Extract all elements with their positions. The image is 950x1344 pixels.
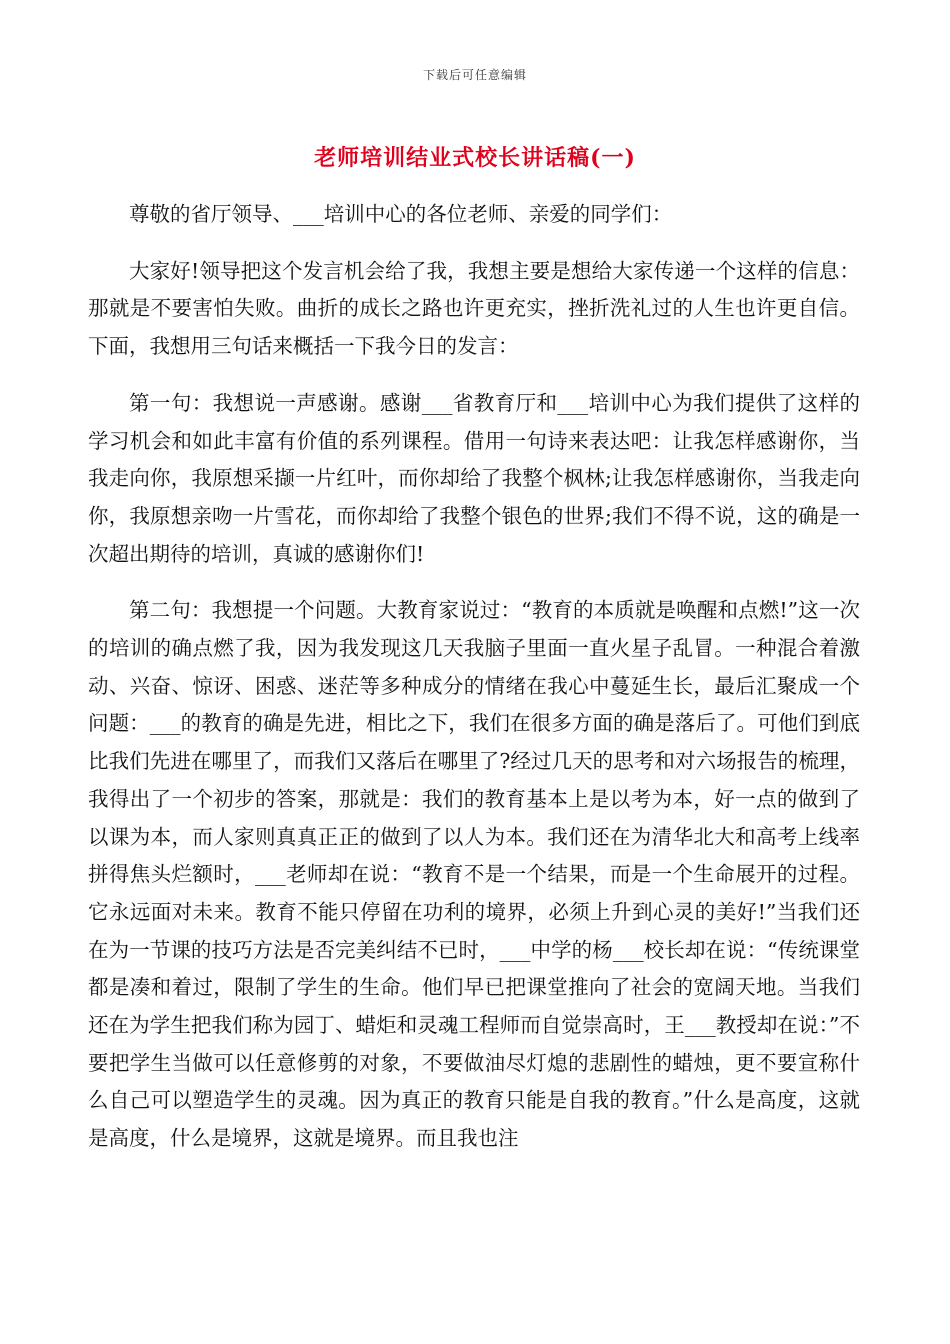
document-title: 老师培训结业式校长讲话稿(一) <box>314 145 636 171</box>
header-note: 下载后可任意编辑 <box>422 68 527 82</box>
body-paragraph: 第二句：我想提一个问题。大教育家说过：“教育的本质就是唤醒和点燃!”这一次的培训的确点燃了我，因为我发现这几天我脑子里面一直火星子乱冒。一种混合着激动、兴奋、惊讶、困惑、迷茫等多种成分的情绪在我心中蔓延生长，最后汇聚成一个问题：___的教育的确是先进，相比之下，我们在很多方面的确是落后了。可他们到底比我们先进在哪里了，而我们又落后在哪里了?经过几天的思考和对六场报告的梳理，我得出了一个初步的答案，那就是：我们的教育基本上是以考为本，好一点的做到了以课为本，而人家则真真正正的做到了以人为本。我们还在为清华北大和高考上线率拼得焦头烂额时，___老师却在说：“教育不是一个结果，而是一个生命展开的过程。它永远面对未来。教育不能只停留在功利的境界，必须上升到心灵的美好!”当我们还在为一节课的技巧方法是否完美纠结不已时，___中学的杨___校长却在说：“传统课堂都是凑和着过，限制了学生的生命。他们早已把课堂推向了社会的宽阔天地。当我们还在为学生把我们称为园丁、蜡炬和灵魂工程师而自觉崇高时，王___教授却在说：”不要把学生当做可以任意修剪的对象，不要做油尽灯熄的悲剧性的蜡烛，更不要宣称什么自己可以塑造学生的灵魂。因为真正的教育只能是自我的教育。”什么是高度，这就是高度，什么是境界，这就是境界。而且我也注 <box>88 598 860 1151</box>
body-paragraph: 第一句：我想说一声感谢。感谢___省教育厅和___培训中心为我们提供了这样的学习机会和如此丰富有价值的系列课程。借用一句诗来表达吧：让我怎样感谢你，当我走向你，我原想采撷一片红叶，而你却给了我整个枫林;让我怎样感谢你，当我走向你，我原想亲吻一片雪花，而你却给了我整个银色的世界;我们不得不说，这的确是一次超出期待的培训，真诚的感谢你们! <box>88 390 860 566</box>
body-paragraph: 大家好!领导把这个发言机会给了我，我想主要是想给大家传递一个这样的信息：那就是不要害怕失败。曲折的成长之路也许更充实，挫折洗礼过的人生也许更自信。 下面，我想用三句话来概括一下我今日的发言： <box>88 258 860 359</box>
document-body <box>88 196 860 1177</box>
salutation-paragraph: 尊敬的省厅领导、___培训中心的各位老师、亲爱的同学们： <box>129 202 673 226</box>
